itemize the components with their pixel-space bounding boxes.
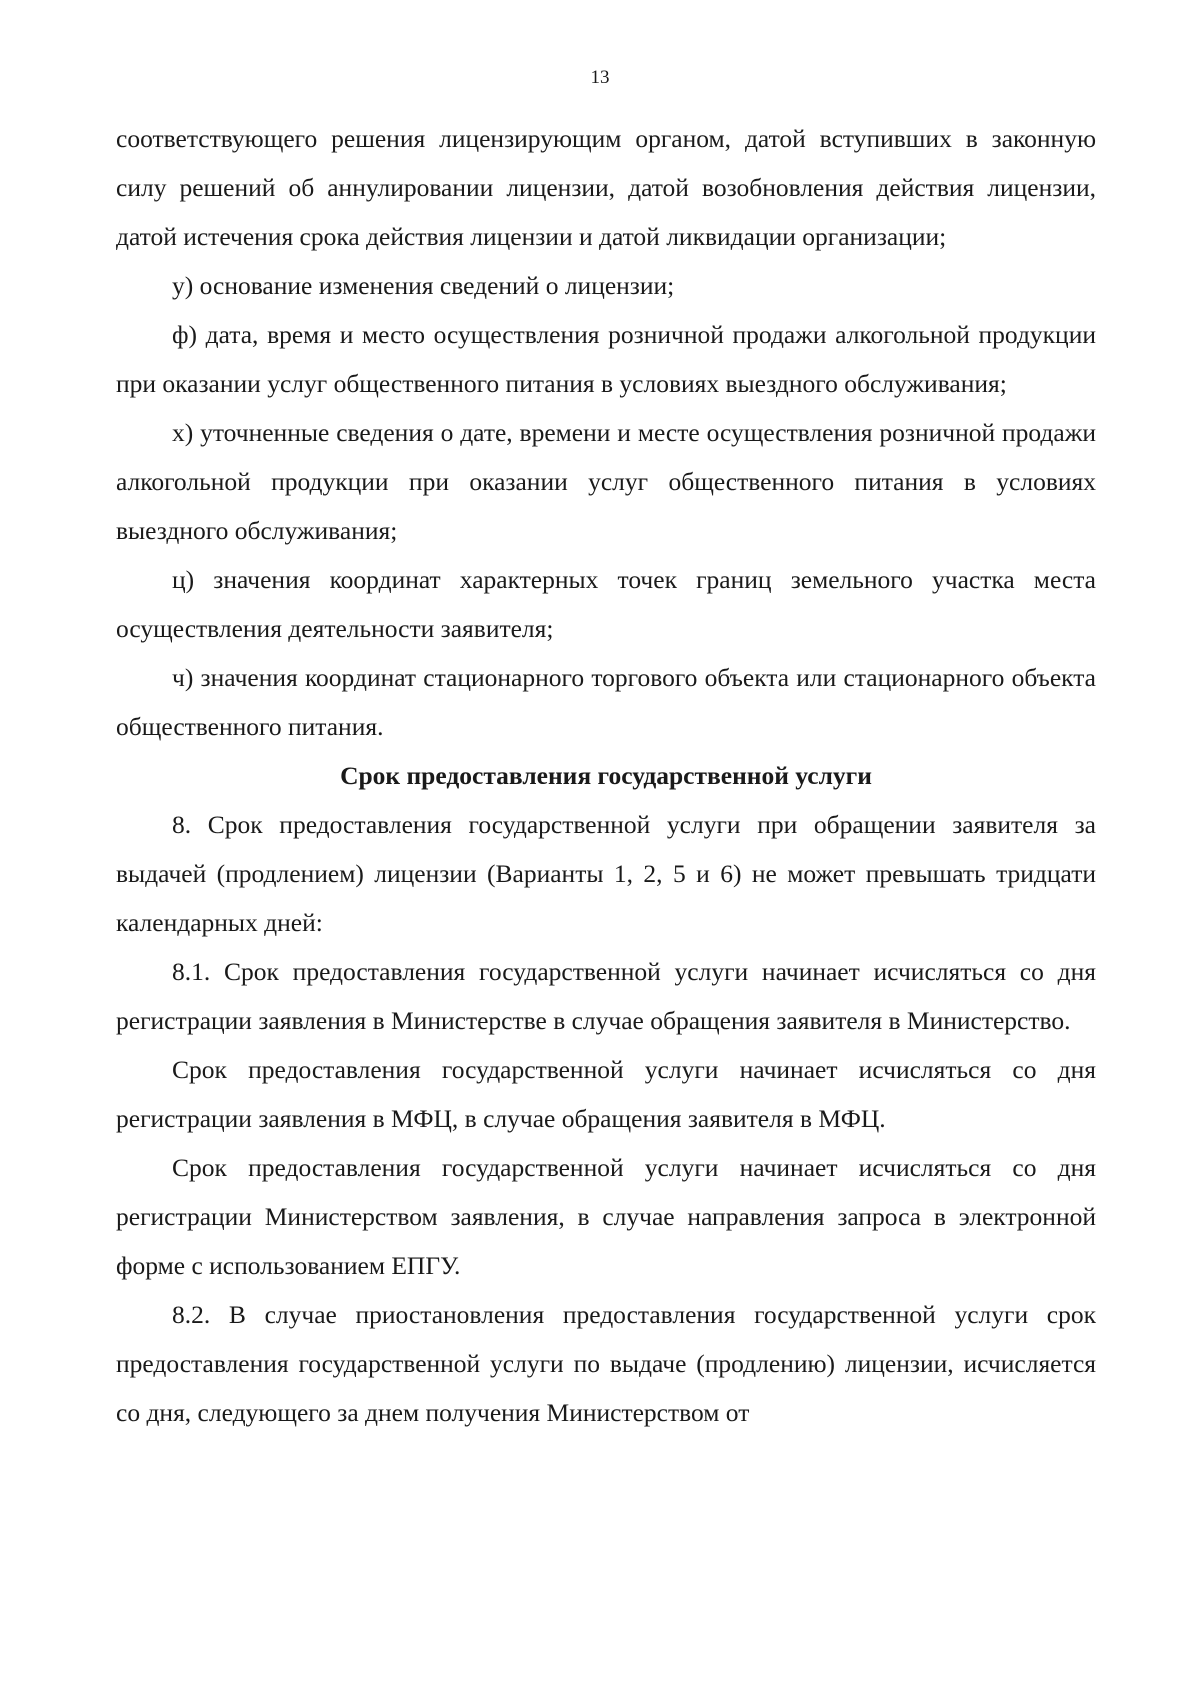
section-heading: Срок предоставления государственной услуги [340, 761, 872, 790]
paragraph-item-ts: ц) значения координат характерных точек границ земельного участка места осуществления деятельности заявителя; [116, 565, 1096, 643]
document-body [116, 114, 1096, 1437]
paragraph-8-1: 8.1. Срок предоставления государственной услуги начинает исчисляться со дня регистрации заявления в Министерстве в случае обращения заявителя в Министерство. [116, 957, 1096, 1035]
paragraph-8-2: 8.2. В случае приостановления предоставления государственной услуги срок предоставления государственной услуги по выдаче (продлению) лицензии, исчисляется со дня, следующего за днем получения Министерством от [116, 1300, 1096, 1427]
paragraph-item-u: у) основание изменения сведений о лицензии; [172, 271, 675, 300]
paragraph-continuation: соответствующего решения лицензирующим органом, датой вступивших в законную силу решений об аннулировании лицензии, датой возобновления действия лицензии, датой истечения срока действия лицензии и датой ликвидации организации; [116, 124, 1096, 251]
paragraph-8: 8. Срок предоставления государственной услуги при обращении заявителя за выдачей (продлением) лицензии (Варианты 1, 2, 5 и 6) не может превышать тридцати календарных дней: [116, 810, 1096, 937]
paragraph-epgu: Срок предоставления государственной услуги начинает исчисляться со дня регистрации Министерством заявления, в случае направления запроса в электронной форме с использованием ЕПГУ. [116, 1153, 1096, 1280]
paragraph-item-f: ф) дата, время и место осуществления розничной продажи алкогольной продукции при оказании услуг общественного питания в условиях выездного обслуживания; [116, 320, 1096, 398]
paragraph-item-kh: х) уточненные сведения о дате, времени и месте осуществления розничной продажи алкогольной продукции при оказании услуг общественного питания в условиях выездного обслуживания; [116, 418, 1096, 545]
page-number: 13 [590, 67, 610, 88]
paragraph-item-ch: ч) значения координат стационарного торгового объекта или стационарного объекта общественного питания. [116, 663, 1096, 741]
paragraph-mfc: Срок предоставления государственной услуги начинает исчисляться со дня регистрации заявления в МФЦ, в случае обращения заявителя в МФЦ. [116, 1055, 1096, 1133]
